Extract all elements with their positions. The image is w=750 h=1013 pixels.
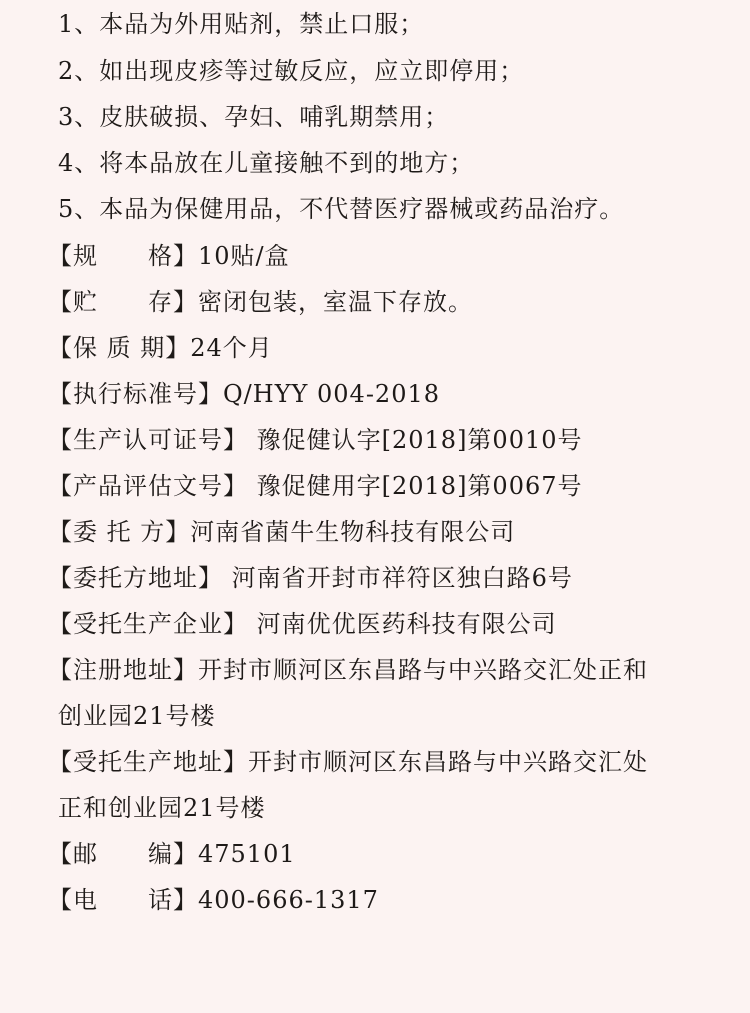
spec-label: 【邮 编】 [48, 840, 198, 868]
spec-row-manufacturer [48, 601, 743, 647]
spec-value: Q/HYY 004-2018 [223, 380, 441, 408]
spec-label: 【生产认可证号】 [48, 426, 248, 454]
spec-label: 【委 托 方】 [48, 518, 191, 546]
spec-value: 河南省菌牛生物科技有限公司 [190, 518, 516, 546]
precaution-item: 5、本品为保健用品，不代替医疗器械或药品治疗。 [58, 195, 625, 223]
spec-value: 豫促健用字[2018]第0067号 [248, 472, 583, 500]
spec-label: 【电 话】 [48, 886, 198, 914]
spec-value: 密闭包装，室温下存放。 [198, 288, 473, 316]
spec-row-spec [48, 233, 743, 279]
spec-label: 【执行标准号】 [48, 380, 223, 408]
spec-label: 【受托生产地址】 [48, 748, 248, 776]
spec-label: 【注册地址】 [48, 656, 198, 684]
specifications [48, 233, 743, 923]
spec-value: 开封市顺河区东昌路与中兴路交汇处正和 [198, 656, 648, 684]
spec-label: 【受托生产企业】 [48, 610, 248, 638]
spec-value: 开封市顺河区东昌路与中兴路交汇处 [248, 748, 648, 776]
spec-row-product-evaluation [48, 463, 743, 509]
spec-label: 【产品评估文号】 [48, 472, 248, 500]
spec-row-phone [48, 877, 743, 923]
precaution-item: 4、将本品放在儿童接触不到的地方； [58, 149, 475, 177]
spec-row-standard [48, 371, 743, 417]
spec-row-registered-address [48, 647, 743, 693]
precautions-list [58, 0, 738, 232]
spec-row-storage [48, 279, 743, 325]
spec-row-postcode [48, 831, 743, 877]
spec-row-client [48, 509, 743, 555]
spec-label: 【保 质 期】 [48, 334, 191, 362]
precaution-item: 1、本品为外用贴剂，禁止口服； [58, 10, 425, 38]
spec-row-production-license [48, 417, 743, 463]
spec-value: 400-666-1317 [198, 886, 379, 914]
spec-value: 河南优优医药科技有限公司 [248, 610, 557, 638]
precaution-item: 2、如出现皮疹等过敏反应，应立即停用； [58, 57, 525, 85]
spec-value: 河南省开封市祥符区独白路6号 [223, 564, 573, 592]
spec-value: 475101 [198, 840, 296, 868]
spec-label: 【规 格】 [48, 242, 198, 270]
spec-row-client-address [48, 555, 743, 601]
spec-row-production-address-continued: 正和创业园21号楼 [58, 794, 266, 822]
precaution-item: 3、皮肤破损、孕妇、哺乳期禁用； [58, 103, 450, 131]
spec-label: 【委托方地址】 [48, 564, 223, 592]
spec-value: 豫促健认字[2018]第0010号 [248, 426, 583, 454]
spec-label: 【贮 存】 [48, 288, 198, 316]
spec-value: 24个月 [190, 334, 273, 362]
spec-row-registered-address-continued: 创业园21号楼 [58, 702, 216, 730]
spec-row-shelf-life [48, 325, 743, 371]
spec-value: 10贴/盒 [198, 242, 290, 270]
spec-row-production-address [48, 739, 743, 785]
